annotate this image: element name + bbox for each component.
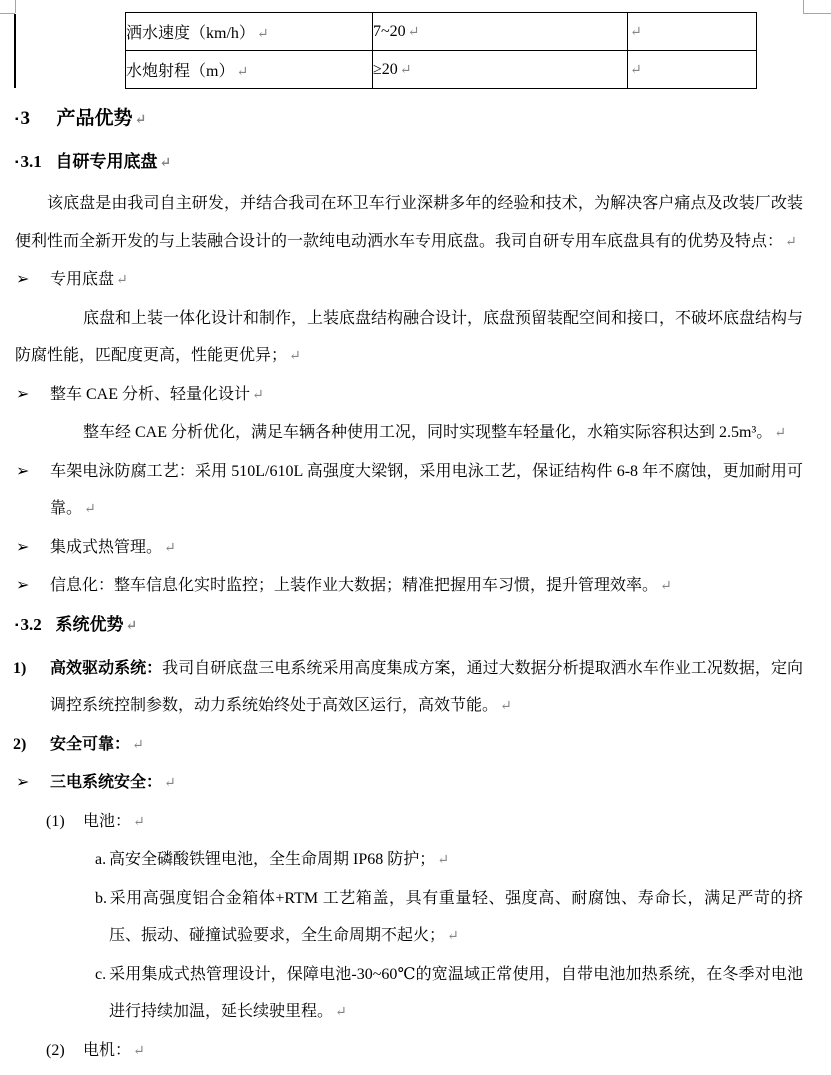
spec-label-cell [126,13,373,51]
pilcrow-mark: ↵ [660,579,672,594]
pilcrow-mark: ↵ [500,699,512,714]
pilcrow-mark: ↵ [133,1043,145,1059]
spec-empty-cell [628,51,757,89]
bullet-item-chassis-2 [15,376,803,415]
section-number: 3.1 [20,152,42,171]
item-text: 采用高强度铝合金箱体+RTM 工艺箱盖，具有重量轻、强度高、耐腐蚀、寿命长，满足严苛的挤压、振动、碰撞试验要求，全生命周期不起火； [109,889,803,944]
bullet-text: 专用底盘 [50,271,115,288]
arrow-bullet-icon: ➢ [16,462,30,480]
bullet-text: 三电系统安全： [50,774,163,791]
paragraph-text: 该底盘是由我司自主研发，并结合我司在环卫车行业深耕多年的经验和技术，为解决客户痛点及改装厂改装便利性而全新开发的与上装融合设计的一款纯电动洒水车专用底盘。我司自研专用车底盘具有的优势及特点： [15,195,803,250]
spec-value-cell [373,13,628,51]
pilcrow-mark: ↵ [335,1005,347,1020]
arrow-bullet-icon: ➢ [16,385,30,403]
pilcrow-mark: ↵ [289,349,301,364]
section-number: 3 [20,108,31,129]
spec-label-cell [126,51,373,89]
pilcrow-mark: ↵ [164,540,176,556]
arrow-bullet-icon: ➢ [16,538,30,556]
spec-table [125,12,757,89]
pilcrow-mark: ↵ [252,387,264,403]
section-title: 产品优势 [56,108,133,129]
list-number: 1) [13,659,27,677]
pilcrow-mark: ↵ [630,24,642,40]
item-text: 高安全磷酸铁锂电池，全生命周期 IP68 防护； [109,851,436,868]
arrow-bullet-icon: ➢ [16,577,30,594]
pilcrow-mark: ↵ [256,27,269,42]
section-heading-3-1 [15,147,803,179]
list-letter: c. [95,965,107,983]
pilcrow-mark: ↵ [125,618,138,634]
pilcrow-mark: ↵ [399,62,412,78]
pilcrow-mark: ↵ [116,273,128,288]
item-bold-lead: 安全可靠： [50,735,131,753]
bullet-item-chassis-5 [15,567,803,606]
heading-square-icon: ▪ [15,114,19,125]
pilcrow-mark: ↵ [133,814,145,830]
bullet-text: 集成式热管理。 [50,538,163,556]
table-row [126,51,757,89]
revision-change-bar [14,14,16,88]
section-heading-3-2 [15,610,803,642]
heading-square-icon: ▪ [15,619,19,631]
item-text: 电池： [83,812,132,830]
arrow-bullet-icon: ➢ [16,271,30,288]
spec-value: 7~20 [373,22,406,40]
crop-mark-top-right-icon [803,13,831,14]
pilcrow-mark: ↵ [134,113,147,128]
table-row [126,13,757,51]
list-number: (2) [46,1041,65,1059]
pilcrow-mark: ↵ [132,737,144,753]
bullet-item-chassis-4 [15,529,803,568]
pilcrow-mark: ↵ [236,65,249,80]
list-number: (1) [46,812,65,830]
bullet-item-chassis-1 [15,261,803,300]
bullet-item-three-electric-safety [15,764,803,803]
sub-item-motor [15,1032,803,1071]
crop-mark-top-left-icon [15,0,16,13]
chassis-intro-paragraph [15,185,803,261]
pilcrow-mark: ↵ [774,426,786,441]
battery-point-a [15,841,803,880]
numbered-item-drive-system [15,650,803,726]
list-number: 2) [13,735,27,753]
crop-mark-top-left-icon [0,13,15,14]
spec-value-cell [373,51,628,89]
section-title: 自研专用底盘 [55,152,158,171]
bullet-body-chassis-2 [15,414,803,453]
battery-point-c [15,956,803,1032]
bullet-text: 车架电泳防腐工艺：采用 510L/610L 高强度大梁钢，采用电泳工艺，保证结构件 6-8 年不腐蚀，更加耐用可靠。 [50,462,803,517]
bullet-text: 整车 CAE 分析、轻量化设计 [50,385,251,403]
item-text: 我司自研底盘三电系统采用高度集成方案，通过大数据分析提取洒水车作业工况数据，定向调控系统控制参数，动力系统始终处于高效区运行，高效节能。 [50,659,803,714]
item-text: 电机： [83,1041,132,1059]
section-title: 系统优势 [55,614,124,634]
crop-mark-top-right-icon [803,0,804,13]
paragraph-text: 底盘和上装一体化设计和制作，上装底盘结构融合设计，底盘预留装配空间和接口，不破坏底盘结构与防腐性能，匹配度更高，性能更优异； [15,309,804,364]
list-letter: b. [95,889,107,907]
bullet-text: 信息化：整车信息化实时监控；上装作业大数据；精准把握用车习惯，提升管理效率。 [50,577,659,594]
spec-value: ≥20 [373,60,398,78]
pilcrow-mark: ↵ [164,776,176,791]
battery-point-b [15,880,803,956]
pilcrow-mark: ↵ [785,234,797,250]
item-bold-lead: 高效驱动系统： [50,659,163,677]
sub-item-battery [15,803,803,842]
paragraph-text: 整车经 CAE 分析优化，满足车辆各种使用工况，同时实现整车轻量化，水箱实际容积达到 2.5m³。 [83,424,773,441]
spec-label: 水炮射程（m） [126,63,235,80]
section-heading-3 [15,103,803,137]
pilcrow-mark: ↵ [447,929,459,944]
list-letter: a. [95,851,107,868]
spec-empty-cell [628,13,757,51]
spec-label: 洒水速度（km/h） [126,25,255,42]
arrow-bullet-icon: ➢ [16,774,30,791]
pilcrow-mark: ↵ [407,24,420,40]
pilcrow-mark: ↵ [630,62,642,78]
section-number: 3.2 [20,614,42,634]
bullet-body-chassis-1 [15,300,803,376]
pilcrow-mark: ↵ [84,502,96,517]
item-text: 采用集成式热管理设计，保障电池-30~60℃的宽温域正常使用，自带电池加热系统，在冬季对电池进行持续加温，延长续驶里程。 [109,965,803,1020]
pilcrow-mark: ↵ [437,853,449,868]
numbered-item-safety [15,726,803,765]
heading-square-icon: ▪ [15,157,19,168]
bullet-item-chassis-3 [15,453,803,529]
pilcrow-mark: ↵ [159,156,172,171]
